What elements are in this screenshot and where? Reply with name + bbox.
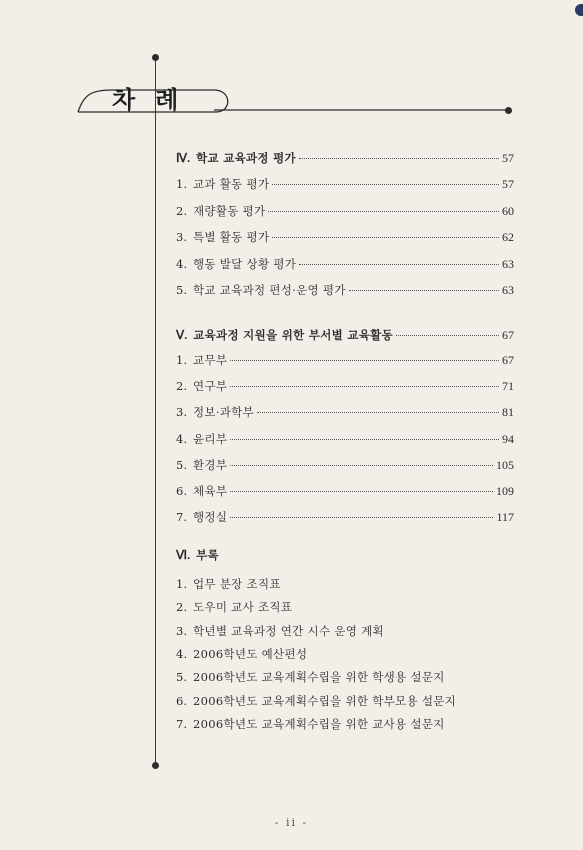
corner-mark bbox=[575, 4, 583, 16]
entry-number: 3. bbox=[176, 405, 187, 420]
section-page-number: 57 bbox=[502, 151, 514, 165]
entry-title: 정보·과학부 bbox=[193, 405, 254, 420]
dot-leader bbox=[349, 290, 499, 291]
section-title: 학교 교육과정 평가 bbox=[196, 151, 296, 165]
dot-leader bbox=[299, 158, 499, 159]
dot-leader bbox=[299, 264, 499, 265]
entry-number: 3. bbox=[176, 623, 187, 638]
toc-entry[interactable] bbox=[176, 693, 514, 711]
entry-number: 5. bbox=[176, 283, 187, 297]
section-title: 교육과정 지원을 위한 부서별 교육활동 bbox=[193, 328, 393, 342]
toc-entry[interactable] bbox=[176, 431, 514, 449]
rule-bottom-dot bbox=[152, 762, 159, 769]
section-numeral: Ⅵ. bbox=[176, 548, 191, 562]
toc-entry[interactable] bbox=[176, 483, 514, 501]
entry-title: 연구부 bbox=[193, 379, 228, 394]
entry-title: 행동 발달 상황 평가 bbox=[193, 256, 297, 271]
toc-entry[interactable] bbox=[176, 646, 514, 664]
entry-number: 4. bbox=[176, 431, 187, 446]
entry-title: 행정실 bbox=[193, 510, 228, 525]
toc-entry[interactable] bbox=[176, 352, 514, 370]
toc-section-1[interactable] bbox=[176, 150, 514, 168]
rule-top-dot bbox=[152, 54, 159, 61]
toc-entry[interactable] bbox=[176, 716, 514, 734]
toc-entry[interactable] bbox=[176, 509, 514, 527]
page-number: - ii - bbox=[274, 816, 309, 829]
toc-section-3[interactable] bbox=[176, 547, 514, 565]
entry-title: 교무부 bbox=[193, 353, 228, 367]
toc-section-2[interactable] bbox=[176, 327, 514, 345]
entry-number: 4. bbox=[176, 256, 187, 271]
entry-number: 5. bbox=[176, 457, 187, 472]
entry-page-number: 94 bbox=[502, 431, 514, 446]
dot-leader bbox=[268, 211, 499, 212]
dot-leader bbox=[272, 237, 499, 238]
entry-title: 특별 활동 평가 bbox=[193, 230, 270, 244]
toc-entry[interactable] bbox=[176, 282, 514, 300]
entry-title: 2006학년도 교육계획수립을 위한 교사용 설문지 bbox=[193, 716, 445, 731]
entry-number: 7. bbox=[176, 510, 187, 525]
entry-title: 2006학년도 예산편성 bbox=[193, 646, 308, 661]
toc-entry[interactable] bbox=[176, 457, 514, 475]
toc-entry[interactable] bbox=[176, 229, 514, 247]
toc-entry[interactable] bbox=[176, 378, 514, 396]
toc-entry[interactable] bbox=[176, 203, 514, 221]
entry-number: 1. bbox=[176, 353, 187, 367]
entry-page-number: 81 bbox=[502, 405, 514, 420]
dot-leader bbox=[230, 439, 499, 440]
dot-leader bbox=[230, 465, 493, 466]
entry-page-number: 62 bbox=[502, 230, 514, 244]
entry-title: 학교 교육과정 편성·운영 평가 bbox=[193, 283, 346, 297]
vertical-rule bbox=[155, 60, 156, 766]
entry-page-number: 117 bbox=[496, 510, 514, 525]
entry-page-number: 57 bbox=[502, 177, 514, 191]
toc-title: 차례 bbox=[112, 86, 199, 114]
dot-leader bbox=[230, 386, 499, 387]
toc-entry[interactable] bbox=[176, 599, 514, 617]
entry-title: 2006학년도 교육계획수립을 위한 학생용 설문지 bbox=[193, 670, 445, 685]
entry-number: 1. bbox=[176, 577, 187, 591]
entry-number: 1. bbox=[176, 177, 187, 191]
entry-number: 7. bbox=[176, 716, 187, 731]
entry-title: 윤리부 bbox=[193, 431, 228, 446]
toc-entry[interactable] bbox=[176, 669, 514, 687]
entry-title: 체육부 bbox=[193, 484, 228, 498]
entry-title: 도우미 교사 조직표 bbox=[193, 600, 293, 615]
section-numeral: Ⅴ. bbox=[176, 328, 188, 342]
entry-title: 재량활동 평가 bbox=[193, 203, 266, 218]
dot-leader bbox=[257, 412, 499, 413]
entry-number: 2. bbox=[176, 203, 187, 218]
entry-number: 3. bbox=[176, 230, 187, 244]
entry-title: 환경부 bbox=[193, 457, 228, 472]
entry-title: 업무 분장 조직표 bbox=[193, 577, 281, 591]
entry-number: 2. bbox=[176, 600, 187, 615]
dot-leader bbox=[396, 335, 499, 336]
entry-page-number: 63 bbox=[502, 283, 514, 297]
entry-number: 2. bbox=[176, 379, 187, 394]
entry-title: 학년별 교육과정 연간 시수 운영 계획 bbox=[193, 623, 384, 638]
section-page-number: 67 bbox=[502, 328, 514, 342]
entry-page-number: 60 bbox=[502, 203, 514, 218]
toc-entry[interactable] bbox=[176, 623, 514, 641]
entry-page-number: 109 bbox=[496, 484, 514, 498]
entry-number: 4. bbox=[176, 646, 187, 661]
toc-entry[interactable] bbox=[176, 176, 514, 194]
section-title: 부록 bbox=[196, 548, 219, 562]
dot-leader bbox=[272, 184, 499, 185]
entry-page-number: 67 bbox=[502, 353, 514, 367]
entry-number: 5. bbox=[176, 670, 187, 685]
entry-number: 6. bbox=[176, 693, 187, 708]
toc-entry[interactable] bbox=[176, 576, 514, 594]
toc-entry[interactable] bbox=[176, 256, 514, 274]
entry-page-number: 63 bbox=[502, 256, 514, 271]
dot-leader bbox=[230, 491, 493, 492]
entry-number: 6. bbox=[176, 484, 187, 498]
entry-title: 교과 활동 평가 bbox=[193, 177, 270, 191]
entry-page-number: 105 bbox=[496, 457, 514, 472]
entry-page-number: 71 bbox=[502, 379, 514, 394]
entry-title: 2006학년도 교육계획수립을 위한 학부모용 설문지 bbox=[193, 693, 457, 708]
dot-leader bbox=[230, 517, 493, 518]
section-numeral: Ⅳ. bbox=[176, 151, 191, 165]
dot-leader bbox=[230, 360, 499, 361]
toc-entry[interactable] bbox=[176, 404, 514, 422]
